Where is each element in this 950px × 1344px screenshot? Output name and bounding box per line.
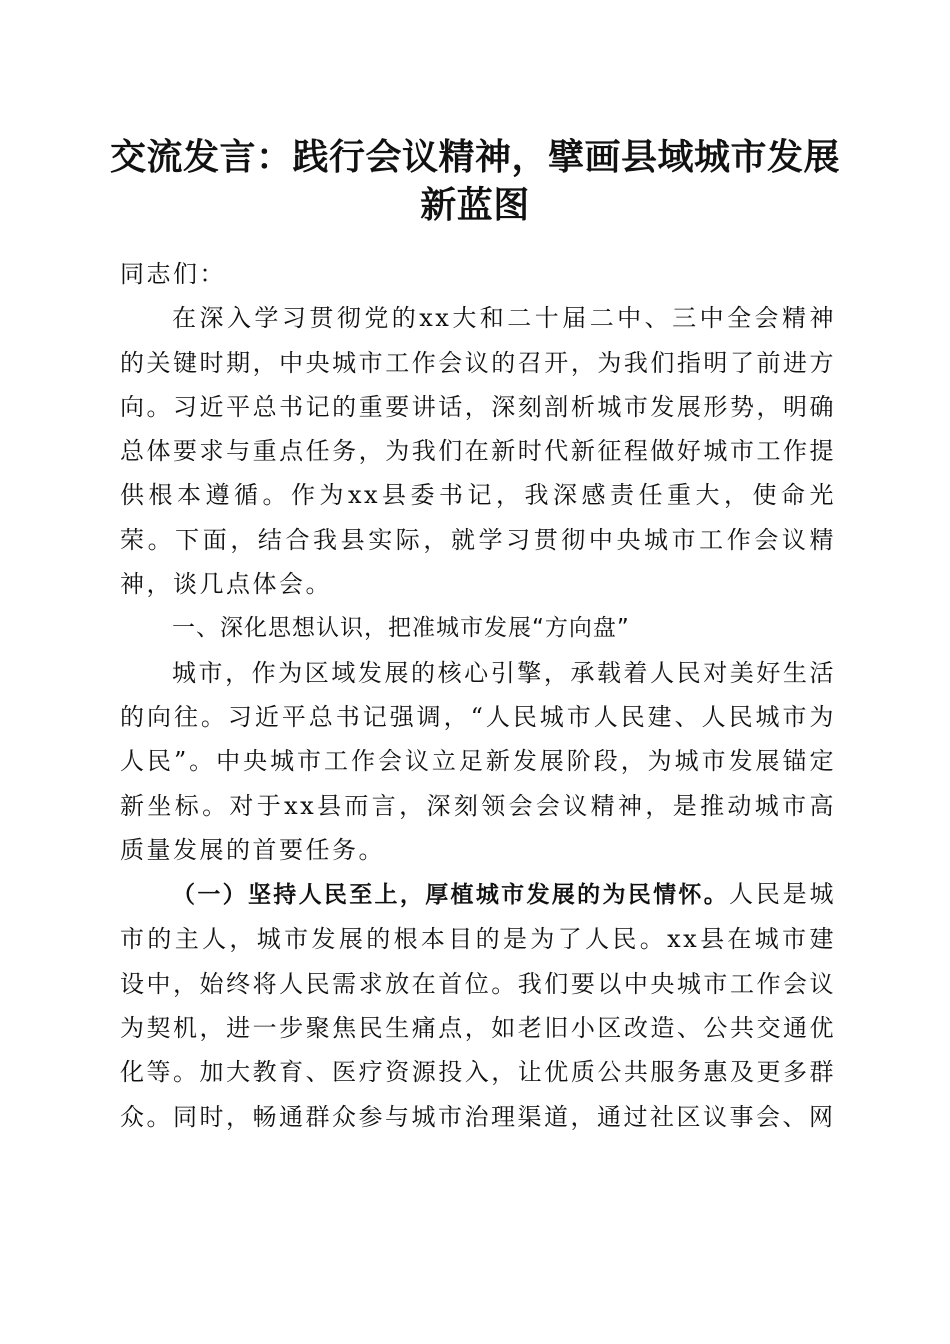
section-heading-1: 一、深化思想认识，把准城市发展“方向盘”: [172, 615, 630, 642]
subsection-1-lead: （一）坚持人民至上，厚植城市发展的为民情怀。: [172, 882, 730, 909]
intro-paragraph: 在深入学习贯彻党的xx大和二十届二中、三中全会精神的关键时期，中央城市工作会议的召开，为我们指明了前进方向。习近平总书记的重要讲话，深刻剖析城市发展形势，明确总体要求与重点任务，为我们在新时代新征程做好城市工作提供根本遵循。作为xx县委书记，我深感责任重大，使命光荣。下面，结合我县实际，就学习贯彻中央城市工作会议精神，谈几点体会。: [120, 304, 836, 599]
subsection-1-paragraph: [120, 872, 836, 1139]
document-body: [120, 252, 836, 1139]
salutation: 同志们：: [120, 260, 226, 288]
section-1-paragraph: 城市，作为区域发展的核心引擎，承载着人民对美好生活的向往。习近平总书记强调，“人民城市人民建、人民城市为人民”。中央城市工作会议立足新发展阶段，为城市发展锚定新坐标。对于xx县而言，深刻领会会议精神，是推动城市高质量发展的首要任务。: [120, 658, 836, 864]
document-title: 交流发言：践行会议精神，擘画县域城市发展新蓝图: [109, 137, 840, 226]
subsection-1-body: 人民是城市的主人，城市发展的根本目的是为了人民。xx县在城市建设中，始终将人民需求放在首位。我们要以中央城市工作会议为契机，进一步聚焦民生痛点，如老旧小区改造、公共交通优化等。加大教育、医疗资源投入，让优质公共服务惠及更多群众。同时，畅通群众参与城市治理渠道，通过社区议事会、网: [120, 880, 837, 1131]
